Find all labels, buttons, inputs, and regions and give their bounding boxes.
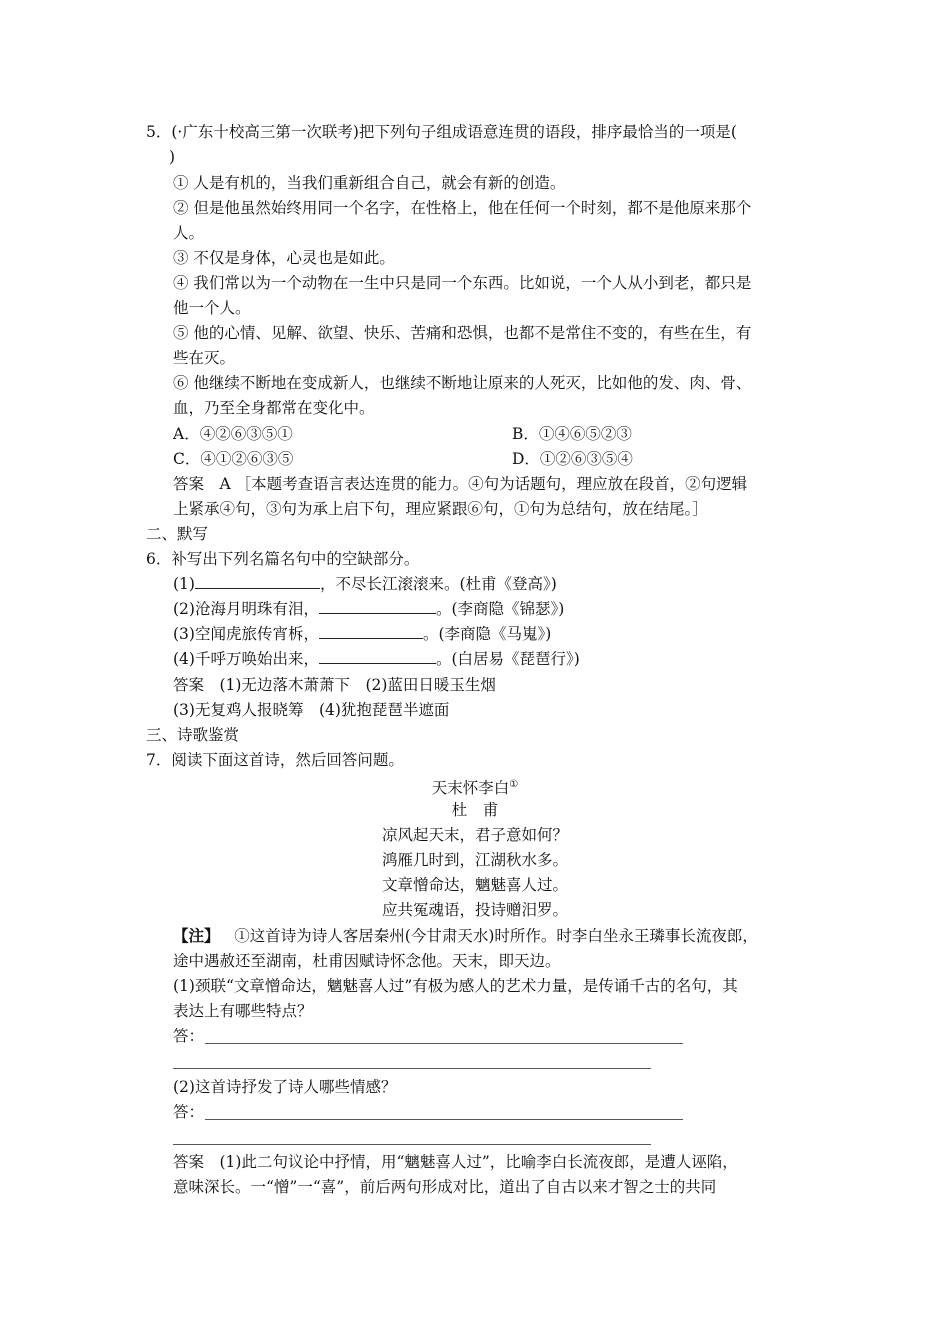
q5-answer-line-2: 上紧承④句，③句为承上启下句，理应紧跟⑥句，①句为总结句，放在结尾。］ [173,500,708,518]
q7-sub1-line-2: 表达上有哪些特点？ [173,1002,313,1020]
q5-sentence-3: ③ 不仅是身体，心灵也是如此。 [173,249,395,267]
poem-note-line-2: 途中遇赦还至湖南，杜甫因赋诗怀念他。天末，即天边。 [173,952,561,970]
q5-answer-line-1: 答案 A ［本题考查语言表达连贯的能力。④句为话题句，理应放在段首，②句逻辑 [173,475,748,493]
q5-sentence-6: ⑥ 他继续不断地在变成新人，也继续不断地让原来的人死灭，比如他的发、肉、骨、 [173,374,752,392]
poem-line-2: 鸿雁几时到，江湖秋水多。 [381,851,568,869]
q7-sub1-answer-prompt: 答： [173,1027,205,1045]
q6-item-2-post: 。(李商隐《锦瑟》) [435,600,565,618]
q7-sub2-answer-line-2[interactable] [173,1144,651,1145]
q7-sub2-answer-prompt: 答： [173,1103,205,1121]
q5-sentence-4: ④ 我们常以为一个动物在一生中只是同一个东西。比如说，一个人从小到老，都只是 [173,274,752,292]
q7-answer-line-1: 答案 (1)此二句议论中抒情，用“魑魅喜人过”，比喻李白长流夜郎，是遭人诬陷， [173,1153,738,1171]
q5-sentence-4-cont: 他一个人。 [173,299,251,317]
q7-sub1-answer-line-2[interactable] [173,1068,651,1069]
poem-line-3: 文章憎命达，魑魅喜人过。 [381,876,568,894]
q6-answer-line-1: 答案 (1)无边落木萧萧下 (2)蓝田日暖玉生烟 [173,676,496,694]
q7-sub1-answer-line-1[interactable] [205,1043,683,1044]
q6-item-4 [173,648,580,670]
q6-item-1 [173,573,557,595]
q5-option-c: C．④①②⑥③⑤ [173,450,294,468]
q5-sentence-1: ① 人是有机的，当我们重新组合自己，就会有新的创造。 [173,174,566,192]
q5-sentence-2-cont: 人。 [173,224,205,242]
q5-stem: 5．(·广东十校高三第一次联考)把下列句子组成语意连贯的语段，排序最恰当的一项是( [146,123,737,141]
poem-note-mark: ① [509,779,519,790]
q5-sentence-6-cont: 血，乃至全身都常在变化中。 [173,399,375,417]
q5-option-a: A．④②⑥③⑤① [173,425,293,443]
section-3-heading: 三、诗歌鉴赏 [146,726,240,744]
q6-item-3-blank[interactable] [319,623,423,639]
poem-title [0,774,950,799]
q6-stem: 6．补写出下列名篇名句中的空缺部分。 [146,550,420,568]
q6-item-3-pre: (3)空闻虎旅传宵柝， [173,625,319,643]
q6-item-1-pre: (1) [173,575,195,593]
q7-sub1-line-1: (1)颈联“文章憎命达，魑魅喜人过”有极为感人的艺术力量，是传诵千古的名句，其 [173,977,738,995]
poem-line-1: 凉风起天末，君子意如何？ [381,826,568,844]
q6-item-2-blank[interactable] [319,598,436,614]
poem-line-4: 应共冤魂语，投诗赠汨罗。 [381,901,568,919]
q5-sentence-2: ② 但是他虽然始终用同一个名字，在性格上，他在任何一个时刻，都不是他原来那个 [173,199,752,217]
q6-item-4-post: 。(白居易《琵琶行》) [435,650,580,668]
poem-note-line-1 [173,925,758,947]
q7-sub2-answer-line-1[interactable] [205,1119,683,1120]
section-2-heading: 二、默写 [146,525,209,543]
q7-sub2: (2)这首诗抒发了诗人哪些情感？ [173,1078,397,1096]
q6-item-3-post: 。(李商隐《马嵬》) [422,625,552,643]
q5-option-d: D．①②⑥③⑤④ [512,450,633,468]
q6-item-2-pre: (2)沧海月明珠有泪， [173,600,319,618]
poem-title-text: 天末怀李白 [431,779,510,798]
q6-item-1-post: ，不尽长江滚滚来。(杜甫《登高》) [319,575,557,593]
q7-stem: 7．阅读下面这首诗，然后回答问题。 [146,751,404,769]
poem-note-label: 【注】 [173,926,220,945]
q7-answer-line-2: 意味深长。一“憎”一“喜”，前后两句形成对比，道出了自古以来才智之士的共同 [173,1178,717,1196]
q6-item-2 [173,598,564,620]
poem-author: 杜 甫 [451,801,499,819]
q5-stem-end: ) [169,148,176,166]
q6-item-4-pre: (4)千呼万唤始出来， [173,650,319,668]
q6-item-3 [173,623,551,645]
q5-sentence-5-cont: 些在灭。 [173,349,236,367]
q5-option-b: B．①④⑥⑤②③ [512,425,632,443]
q6-answer-line-2: (3)无复鸡人报晓筹 (4)犹抱琵琶半遮面 [173,701,450,719]
q6-item-4-blank[interactable] [319,648,436,664]
poem-note-text-1: ①这首诗为诗人客居秦州(今甘肃天水)时所作。时李白坐永王璘事长流夜郎， [234,927,758,945]
q5-sentence-5: ⑤ 他的心情、见解、欲望、快乐、苦痛和恐惧，也都不是常住不变的，有些在生，有 [173,324,752,342]
q6-item-1-blank[interactable] [195,573,320,589]
